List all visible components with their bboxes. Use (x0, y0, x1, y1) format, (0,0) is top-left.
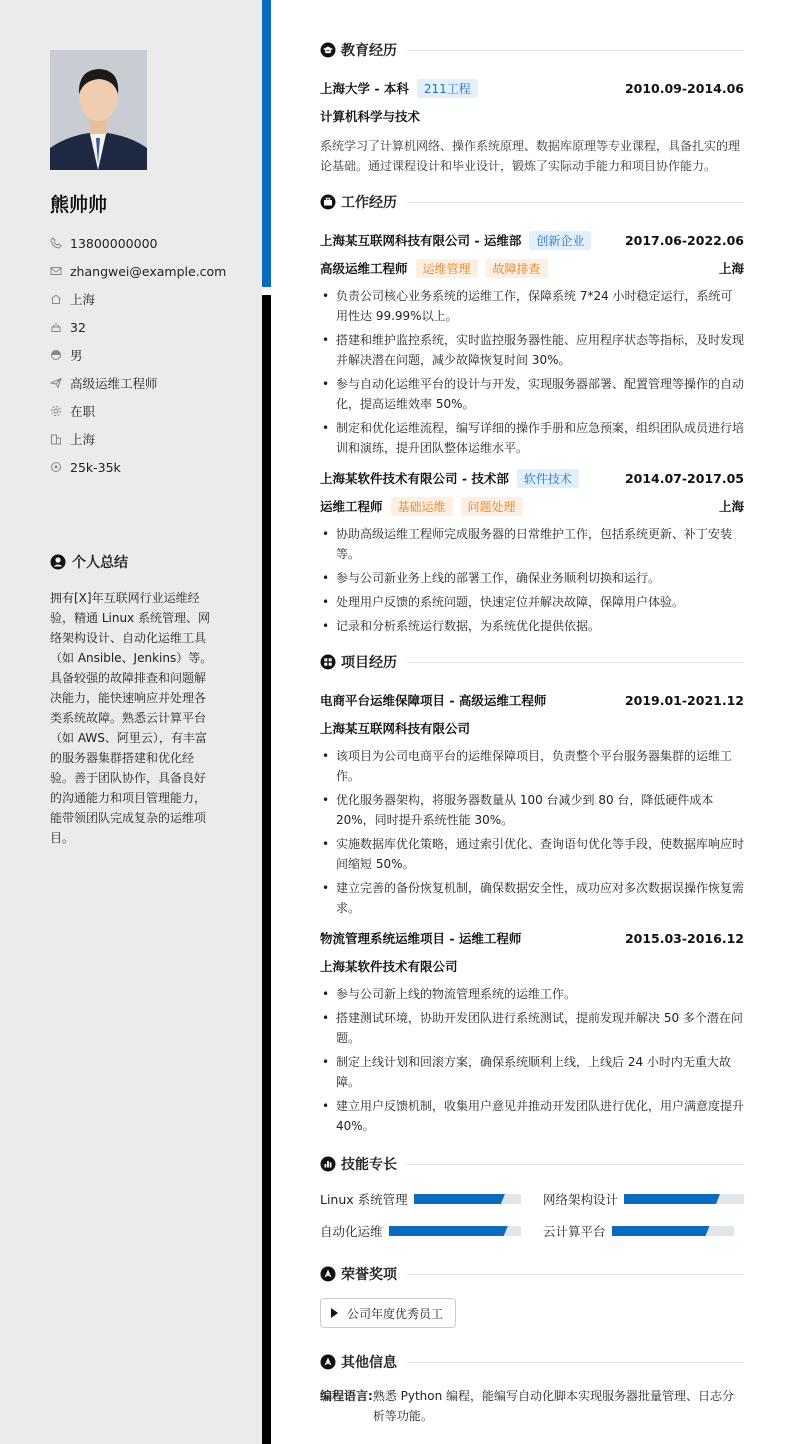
contact-phone (50, 229, 226, 257)
contact-email (50, 257, 226, 285)
job-role-row (320, 492, 744, 520)
list-item: • 参与公司新业务上线的部署工作，确保业务顺利切换和运行。 (320, 568, 744, 588)
list-item: • 参与自动化运维平台的设计与开发，实现服务器部署、配置管理等操作的自动化，提高运维效率 50%。 (320, 374, 744, 414)
profile-photo (50, 50, 147, 170)
section-divider (407, 1362, 744, 1363)
job-role: 高级运维工程师 (320, 261, 408, 276)
school-tag: 211工程 (417, 79, 478, 98)
project-header (320, 924, 744, 952)
job-header (320, 226, 744, 254)
list-item: • 参与公司新上线的物流管理系统的运维工作。 (320, 984, 744, 1004)
list-item: • 协助高级运维工程师完成服务器的日常维护工作，包括系统更新、补丁安装等。 (320, 524, 744, 564)
job-date: 2017.06-2022.06 (624, 232, 744, 248)
send-icon (50, 377, 62, 389)
education-heading (320, 38, 744, 62)
summary-text: 拥有[X]年互联网行业运维经验，精通 Linux 系统管理、网络架构设计、自动化运维工具（如 Ansible、Jenkins）等。具备较强的故障排查和问题解决能力，能快速响应并处理各类系统故障。熟悉云计算平台（如 AWS、阿里云），有丰富的服务器集群搭建和优化经验。善于团队协作，具备良好的沟通能力和项目管理能力，能带领团队完成复杂的运维项目。 (50, 591, 213, 845)
contact-home (50, 285, 226, 313)
contact-age (50, 313, 226, 341)
job-company: 上海某互联网科技有限公司 - 运维部 (320, 233, 522, 248)
contact-city-text: 上海 (70, 432, 96, 447)
award-text: 公司年度优秀员工 (347, 1306, 444, 1321)
education-row (320, 74, 744, 102)
accent-bar-blue (262, 0, 271, 287)
project-company-row (320, 714, 744, 742)
bar-chart-icon (320, 1156, 336, 1172)
other-info-row (320, 1386, 744, 1426)
projects-heading (320, 650, 744, 674)
section-divider (407, 202, 744, 203)
grid-icon (320, 654, 336, 670)
list-item: • 建立用户反馈机制，收集用户意见并推动开发团队进行优化，用户满意度提升 40%。 (320, 1096, 744, 1136)
contact-home-text: 上海 (70, 292, 96, 307)
list-item: • 该项目为公司电商平台的运维保障项目，负责整个平台服务器集群的运维工作。 (320, 746, 744, 786)
education-title: 教育经历 (341, 43, 397, 59)
skill-bar-fill (414, 1194, 505, 1204)
skill-name: 网络架构设计 (543, 1192, 619, 1207)
list-item: • 建立完善的备份恢复机制，确保数据安全性，成功应对多次数据误操作恢复需求。 (320, 878, 744, 918)
company-tag: 创新企业 (529, 231, 591, 250)
user-circle-icon (50, 554, 66, 570)
job-bullets (320, 524, 744, 636)
major: 计算机科学与技术 (320, 109, 421, 124)
salary-icon (50, 461, 62, 473)
skill-bar-fill (612, 1226, 710, 1236)
education-desc: 系统学习了计算机网络、操作系统原理、数据库原理等专业课程，具备扎实的理论基础。通过课程设计和毕业设计，锻炼了实际动手能力和项目协作能力。 (320, 139, 741, 173)
gender-icon (50, 349, 62, 361)
contact-gender (50, 341, 226, 369)
contact-email-text: zhangwei@example.com (70, 263, 227, 279)
project-header (320, 686, 744, 714)
awards-title: 荣誉奖项 (341, 1267, 397, 1283)
work-title: 工作经历 (341, 195, 397, 211)
company-tag: 软件技术 (517, 469, 579, 488)
job-entry (320, 464, 744, 636)
briefcase-icon (320, 194, 336, 210)
city-icon (50, 433, 62, 445)
contact-age-text: 32 (70, 319, 86, 335)
contact-city (50, 425, 226, 453)
job-role: 运维工程师 (320, 499, 383, 514)
accent-bar-black (262, 295, 271, 1444)
job-entry (320, 226, 744, 458)
role-tag: 运维管理 (416, 259, 478, 278)
summary-title: 个人总结 (72, 555, 128, 571)
contact-status (50, 397, 226, 425)
cake-icon (50, 321, 62, 333)
summary-heading (50, 552, 128, 572)
project-name: 电商平台运维保障项目 - 高级运维工程师 (320, 693, 547, 708)
skill-bar (389, 1226, 521, 1236)
section-divider (407, 1274, 744, 1275)
role-tag: 基础运维 (391, 497, 453, 516)
major-row (320, 102, 744, 130)
contact-gender-text: 男 (70, 348, 83, 363)
list-item: • 搭建测试环境，协助开发团队进行系统测试，提前发现并解决 50 多个潜在问题。 (320, 1008, 744, 1048)
section-divider (407, 1164, 744, 1165)
list-item: • 处理用户反馈的系统问题，快速定位并解决故障，保障用户体验。 (320, 592, 744, 612)
job-role-row (320, 254, 744, 282)
list-item: • 记录和分析系统运行数据，为系统优化提供依据。 (320, 616, 744, 636)
job-city: 上海 (718, 499, 744, 514)
awards-heading (320, 1262, 744, 1286)
triangle-icon (331, 1308, 338, 1318)
skill-name: 自动化运维 (320, 1224, 383, 1239)
skills-grid (320, 1188, 744, 1242)
job-city: 上海 (718, 261, 744, 276)
profile-name: 熊帅帅 (50, 194, 108, 216)
list-item: • 搭建和维护监控系统，实时监控服务器性能、应用程序状态等指标，及时发现并解决潜在问题，减少故障恢复时间 30%。 (320, 330, 744, 370)
contact-status-text: 在职 (70, 404, 96, 419)
job-date: 2014.07-2017.05 (624, 470, 744, 486)
project-bullets (320, 984, 744, 1136)
project-name: 物流管理系统运维项目 - 运维工程师 (320, 931, 522, 946)
graduation-cap-icon (320, 42, 336, 58)
skills-heading (320, 1152, 744, 1176)
other-label: 编程语言: (320, 1389, 373, 1403)
skill-bar (612, 1226, 734, 1236)
skill-name: 云计算平台 (543, 1224, 606, 1239)
skill-item (543, 1220, 744, 1242)
main-content (320, 38, 744, 1426)
project-bullets (320, 746, 744, 918)
school-name: 上海大学 - 本科 (320, 81, 409, 96)
other-text: 熟悉 Python 编程，能编写自动化脚本实现服务器批量管理、日志分析等功能。 (372, 1389, 735, 1423)
info-icon (320, 1354, 336, 1370)
skill-bar (414, 1194, 521, 1204)
project-company: 上海某软件技术有限公司 (320, 959, 458, 974)
award-icon (320, 1266, 336, 1282)
list-item: • 实施数据库优化策略，通过索引优化、查询语句优化等手段，使数据库响应时间缩短 50%。 (320, 834, 744, 874)
job-header (320, 464, 744, 492)
skill-item (320, 1188, 521, 1210)
contact-salary-text: 25k-35k (70, 459, 121, 475)
contact-position-text: 高级运维工程师 (70, 376, 158, 391)
home-icon (50, 293, 62, 305)
job-company: 上海某软件技术有限公司 - 技术部 (320, 471, 509, 486)
list-item: • 优化服务器架构，将服务器数量从 100 台减少到 80 台，降低硬件成本 20%，同时提升系统性能 30%。 (320, 790, 744, 830)
project-company: 上海某互联网科技有限公司 (320, 721, 471, 736)
section-divider (407, 662, 744, 663)
project-company-row (320, 952, 744, 980)
award-item (320, 1298, 456, 1328)
contact-info-list (50, 229, 226, 481)
list-item: • 制定和优化运维流程，编写详细的操作手册和应急预案，组织团队成员进行培训和演练，提升团队整体运维水平。 (320, 418, 744, 458)
contact-phone-text: 13800000000 (70, 235, 158, 251)
skills-title: 技能专长 (341, 1157, 397, 1173)
section-divider (407, 50, 744, 51)
project-date: 2019.01-2021.12 (624, 692, 744, 708)
education-date: 2010.09-2014.06 (624, 80, 744, 96)
job-bullets (320, 286, 744, 458)
other-heading (320, 1350, 744, 1374)
project-entry (320, 924, 744, 1136)
work-heading (320, 190, 744, 214)
phone-icon (50, 237, 62, 249)
projects-title: 项目经历 (341, 655, 397, 671)
role-tag: 故障排查 (486, 259, 548, 278)
skill-item (543, 1188, 744, 1210)
list-item: • 制定上线计划和回滚方案，确保系统顺利上线，上线后 24 小时内无重大故障。 (320, 1052, 744, 1092)
project-entry (320, 686, 744, 918)
skill-bar-fill (624, 1194, 720, 1204)
other-title: 其他信息 (341, 1355, 397, 1371)
contact-position (50, 369, 226, 397)
email-icon (50, 265, 62, 277)
project-date: 2015.03-2016.12 (624, 930, 744, 946)
skill-bar-fill (389, 1226, 508, 1236)
list-item: • 负责公司核心业务系统的运维工作，保障系统 7*24 小时稳定运行，系统可用性达 99.99%以上。 (320, 286, 744, 326)
status-icon (50, 405, 62, 417)
role-tag: 问题处理 (461, 497, 523, 516)
skill-bar (624, 1194, 744, 1204)
skill-item (320, 1220, 521, 1242)
contact-salary (50, 453, 226, 481)
skill-name: Linux 系统管理 (320, 1192, 408, 1207)
